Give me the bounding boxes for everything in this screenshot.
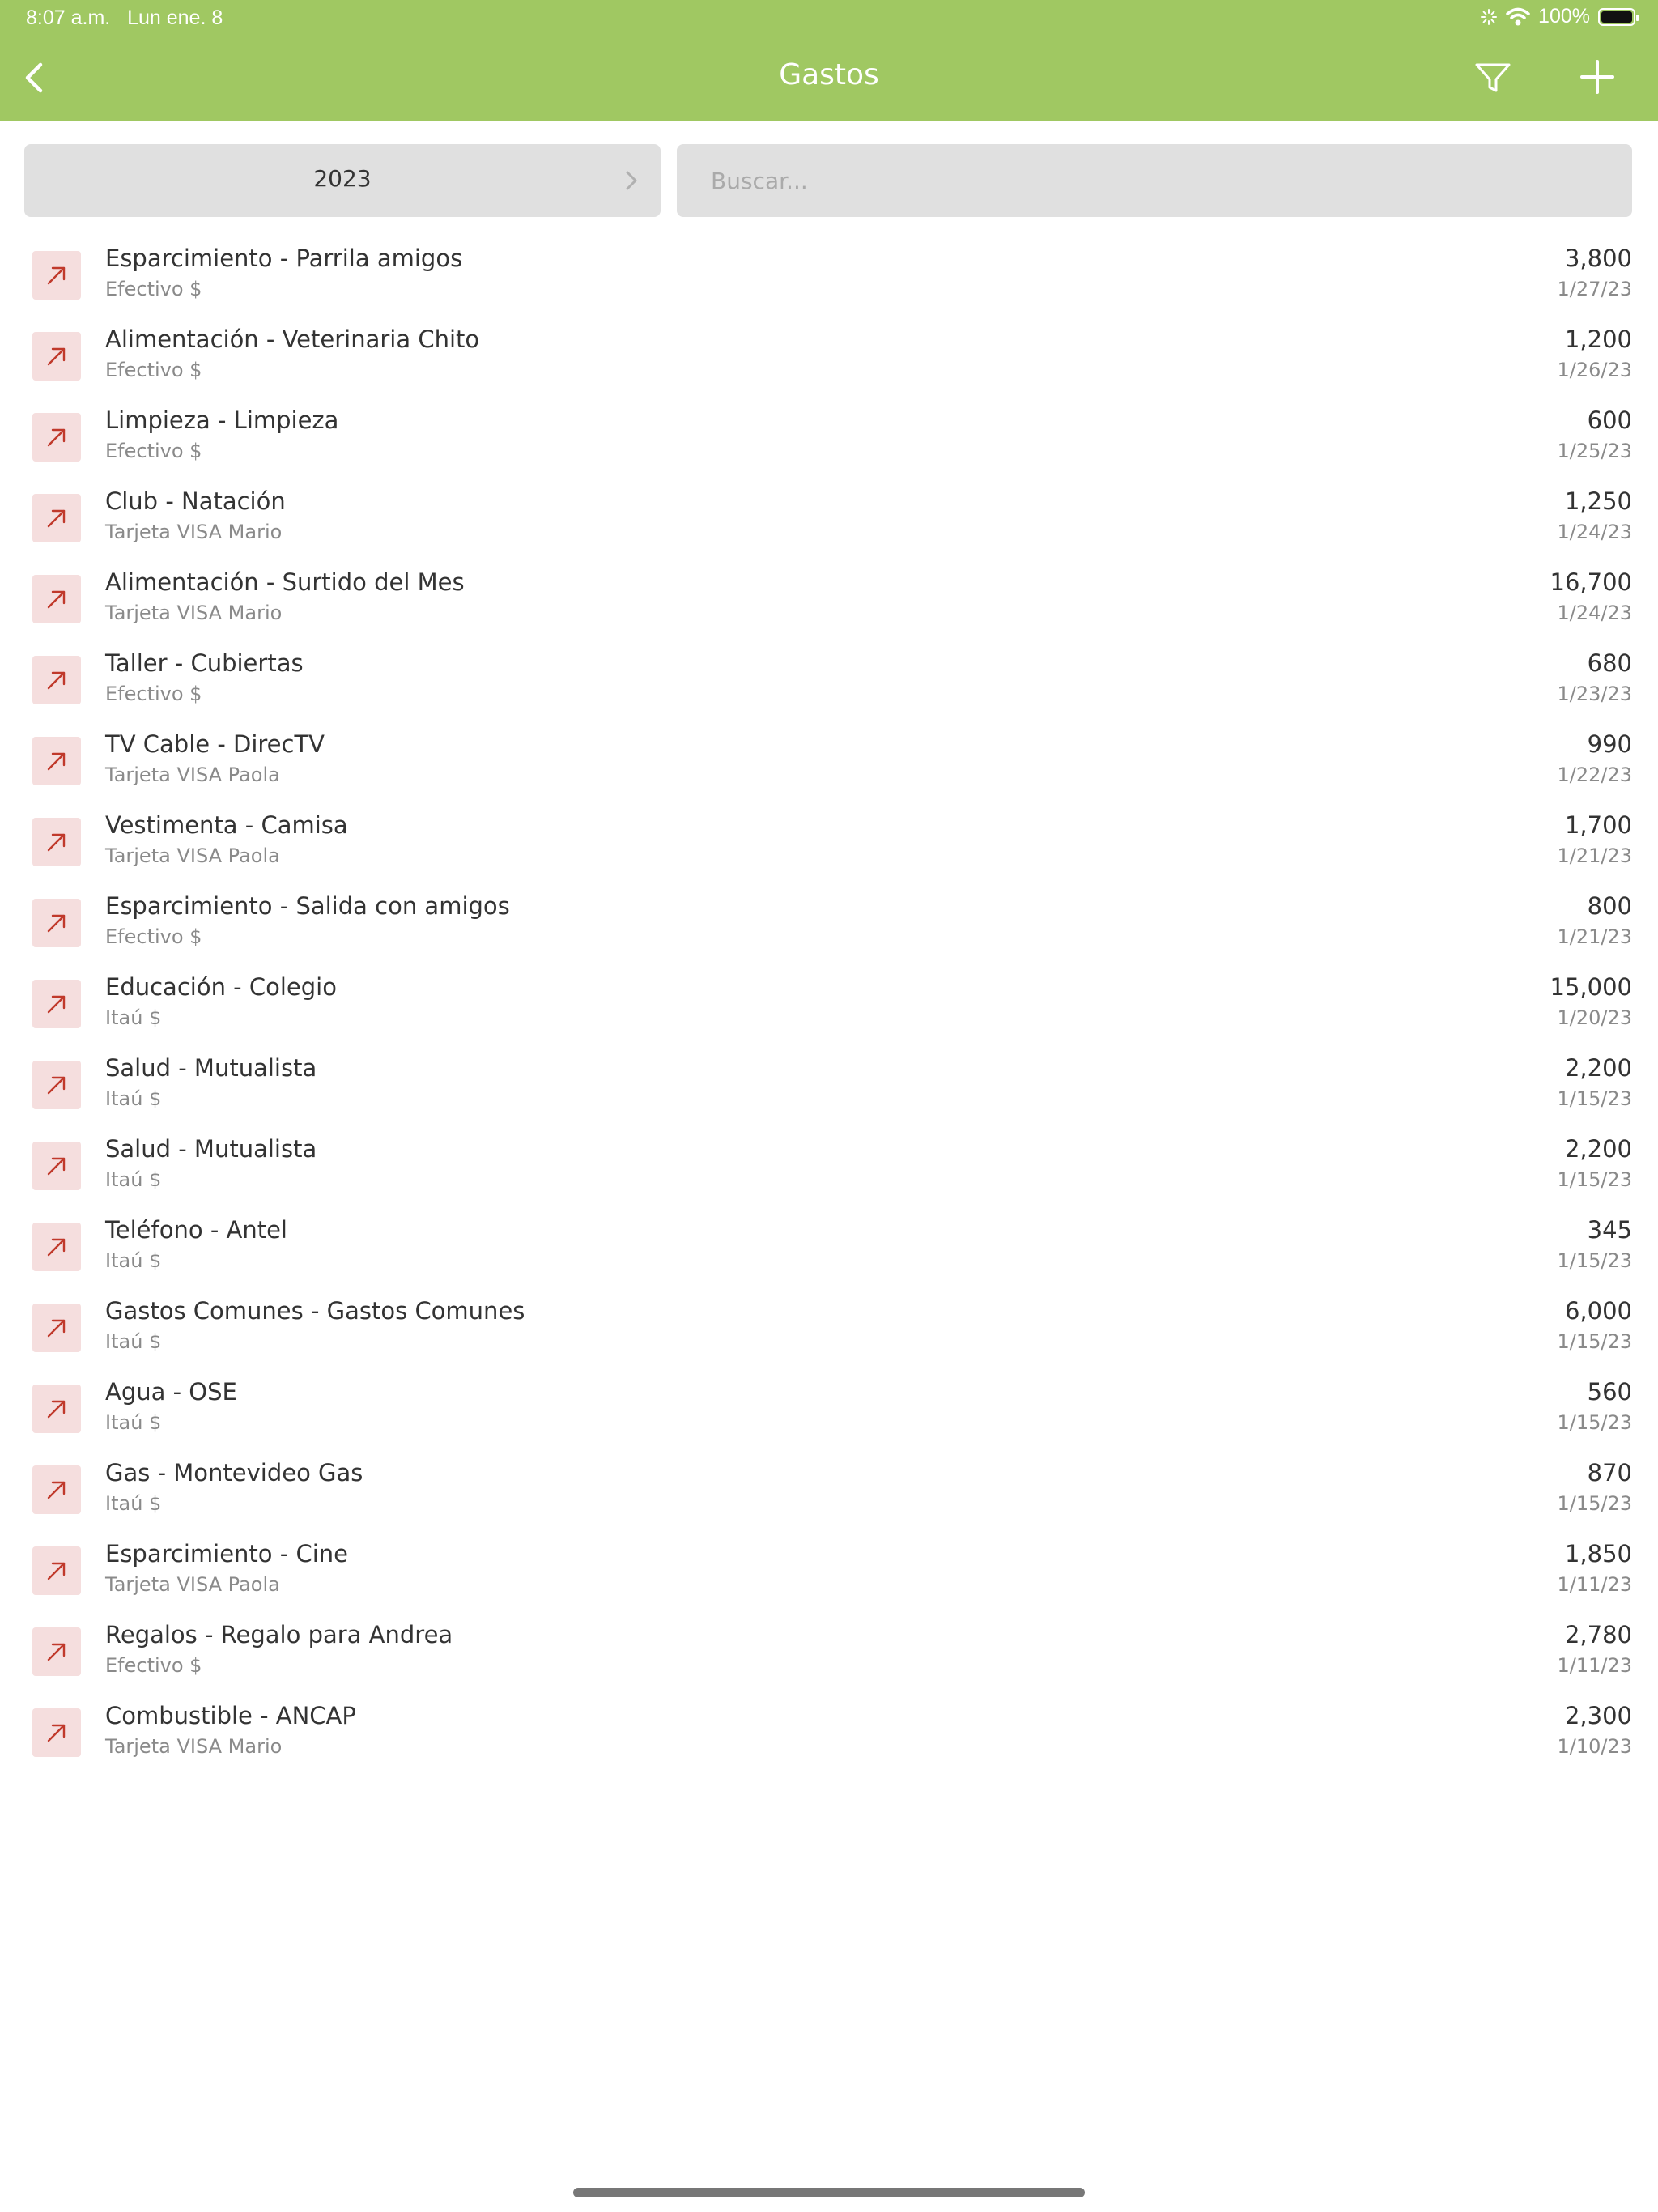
search-input[interactable]	[677, 144, 1632, 217]
transactions-list	[0, 235, 1658, 1773]
transaction-title: Educación - Colegio	[105, 973, 337, 1001]
transaction-account: Tarjeta VISA Paola	[105, 764, 280, 786]
transaction-date: 1/27/23	[1557, 278, 1632, 300]
status-date: Lun ene. 8	[127, 6, 223, 29]
transaction-title: Club - Natación	[105, 487, 286, 515]
list-item[interactable]	[0, 316, 1658, 397]
transaction-account: Efectivo $	[105, 925, 202, 948]
expense-arrow-icon	[32, 1546, 81, 1595]
transaction-amount: 560	[1587, 1378, 1632, 1406]
transaction-title: Alimentación - Veterinaria Chito	[105, 325, 480, 353]
home-indicator[interactable]	[573, 2188, 1085, 2197]
battery-icon	[1598, 8, 1635, 26]
transaction-amount: 345	[1587, 1216, 1632, 1244]
list-item[interactable]	[0, 883, 1658, 963]
year-label: 2023	[313, 165, 372, 192]
transaction-amount: 2,200	[1564, 1054, 1632, 1082]
transaction-title: Gas - Montevideo Gas	[105, 1459, 363, 1487]
expense-arrow-icon	[32, 1142, 81, 1190]
list-item[interactable]	[0, 1206, 1658, 1287]
expense-arrow-icon	[32, 899, 81, 947]
list-item[interactable]	[0, 963, 1658, 1044]
transaction-date: 1/25/23	[1557, 440, 1632, 462]
transaction-date: 1/23/23	[1557, 683, 1632, 705]
transaction-amount: 16,700	[1550, 568, 1632, 596]
transaction-date: 1/15/23	[1557, 1249, 1632, 1272]
transaction-date: 1/11/23	[1557, 1654, 1632, 1677]
expense-arrow-icon	[32, 1465, 81, 1514]
expense-arrow-icon	[32, 1061, 81, 1109]
transaction-amount: 600	[1587, 406, 1632, 434]
transaction-date: 1/15/23	[1557, 1492, 1632, 1515]
expense-arrow-icon	[32, 251, 81, 300]
transaction-date: 1/22/23	[1557, 764, 1632, 786]
expense-arrow-icon	[32, 1223, 81, 1271]
transaction-title: Esparcimiento - Parrila amigos	[105, 245, 463, 272]
expense-arrow-icon	[32, 413, 81, 462]
status-indicators	[1480, 5, 1635, 28]
list-item[interactable]	[0, 1611, 1658, 1692]
list-item[interactable]	[0, 1287, 1658, 1368]
transaction-account: Tarjeta VISA Mario	[105, 1735, 283, 1758]
expense-arrow-icon	[32, 1708, 81, 1757]
activity-icon	[1480, 8, 1498, 26]
transaction-title: Salud - Mutualista	[105, 1135, 317, 1163]
transaction-title: Taller - Cubiertas	[105, 649, 304, 677]
transaction-account: Itaú $	[105, 1249, 162, 1272]
transaction-amount: 2,780	[1564, 1621, 1632, 1648]
list-item[interactable]	[0, 559, 1658, 640]
transaction-account: Efectivo $	[105, 683, 202, 705]
transaction-title: Alimentación - Surtido del Mes	[105, 568, 465, 596]
expense-arrow-icon	[32, 575, 81, 623]
expense-arrow-icon	[32, 818, 81, 866]
transaction-title: Agua - OSE	[105, 1378, 237, 1406]
transaction-amount: 1,700	[1564, 811, 1632, 839]
transaction-date: 1/20/23	[1557, 1006, 1632, 1029]
chevron-right-icon	[623, 168, 640, 193]
transaction-title: Salud - Mutualista	[105, 1054, 317, 1082]
transaction-account: Efectivo $	[105, 1654, 202, 1677]
list-item[interactable]	[0, 478, 1658, 559]
page-title: Gastos	[779, 58, 879, 91]
expense-arrow-icon	[32, 1627, 81, 1676]
expense-arrow-icon	[32, 737, 81, 785]
expense-arrow-icon	[32, 1304, 81, 1352]
wifi-icon	[1506, 7, 1530, 27]
transaction-account: Tarjeta VISA Mario	[105, 521, 283, 543]
transaction-title: Esparcimiento - Salida con amigos	[105, 892, 510, 920]
transaction-amount: 6,000	[1564, 1297, 1632, 1325]
list-item[interactable]	[0, 235, 1658, 316]
list-item[interactable]	[0, 1044, 1658, 1125]
transaction-title: Combustible - ANCAP	[105, 1702, 356, 1729]
expense-arrow-icon	[32, 1385, 81, 1433]
filter-icon[interactable]	[1472, 58, 1514, 97]
transaction-date: 1/26/23	[1557, 359, 1632, 381]
expense-arrow-icon	[32, 656, 81, 704]
expense-arrow-icon	[32, 494, 81, 542]
transaction-amount: 15,000	[1550, 973, 1632, 1001]
transaction-date: 1/15/23	[1557, 1168, 1632, 1191]
list-item[interactable]	[0, 1368, 1658, 1449]
transaction-date: 1/15/23	[1557, 1411, 1632, 1434]
transaction-date: 1/24/23	[1557, 602, 1632, 624]
list-item[interactable]	[0, 721, 1658, 802]
transaction-title: Regalos - Regalo para Andrea	[105, 1621, 453, 1648]
transaction-account: Itaú $	[105, 1006, 162, 1029]
status-time: 8:07 a.m. Lun ene. 8	[26, 6, 223, 29]
list-item[interactable]	[0, 640, 1658, 721]
transaction-title: Vestimenta - Camisa	[105, 811, 348, 839]
year-selector[interactable]	[24, 144, 661, 217]
transaction-account: Itaú $	[105, 1168, 162, 1191]
transaction-date: 1/24/23	[1557, 521, 1632, 543]
transaction-account: Tarjeta VISA Mario	[105, 602, 283, 624]
transaction-account: Efectivo $	[105, 359, 202, 381]
transaction-title: TV Cable - DirecTV	[105, 730, 325, 758]
transaction-amount: 990	[1587, 730, 1632, 758]
transaction-account: Itaú $	[105, 1411, 162, 1434]
transaction-amount: 870	[1587, 1459, 1632, 1487]
list-item[interactable]	[0, 1530, 1658, 1611]
transaction-title: Limpieza - Limpieza	[105, 406, 339, 434]
list-item[interactable]	[0, 1449, 1658, 1530]
transaction-title: Gastos Comunes - Gastos Comunes	[105, 1297, 525, 1325]
transaction-account: Itaú $	[105, 1492, 162, 1515]
transaction-date: 1/15/23	[1557, 1330, 1632, 1353]
transaction-date: 1/10/23	[1557, 1735, 1632, 1758]
transaction-date: 1/21/23	[1557, 925, 1632, 948]
transaction-account: Itaú $	[105, 1087, 162, 1110]
transaction-amount: 680	[1587, 649, 1632, 677]
transaction-title: Teléfono - Antel	[105, 1216, 287, 1244]
transaction-amount: 1,850	[1564, 1540, 1632, 1568]
transaction-account: Tarjeta VISA Paola	[105, 844, 280, 867]
battery-percent: 100%	[1538, 5, 1590, 28]
transaction-amount: 1,200	[1564, 325, 1632, 353]
transaction-account: Itaú $	[105, 1330, 162, 1353]
transaction-date: 1/11/23	[1557, 1573, 1632, 1596]
expense-arrow-icon	[32, 332, 81, 381]
plus-icon[interactable]	[1577, 57, 1618, 97]
list-item[interactable]	[0, 1692, 1658, 1773]
transaction-amount: 1,250	[1564, 487, 1632, 515]
transaction-account: Tarjeta VISA Paola	[105, 1573, 280, 1596]
transaction-amount: 3,800	[1564, 245, 1632, 272]
transaction-date: 1/21/23	[1557, 844, 1632, 867]
transaction-account: Efectivo $	[105, 278, 202, 300]
transaction-amount: 800	[1587, 892, 1632, 920]
list-item[interactable]	[0, 802, 1658, 883]
expense-arrow-icon	[32, 980, 81, 1028]
list-item[interactable]	[0, 1125, 1658, 1206]
transaction-title: Esparcimiento - Cine	[105, 1540, 348, 1568]
transaction-amount: 2,300	[1564, 1702, 1632, 1729]
transaction-amount: 2,200	[1564, 1135, 1632, 1163]
navigation-header	[0, 0, 1658, 121]
transaction-account: Efectivo $	[105, 440, 202, 462]
transaction-date: 1/15/23	[1557, 1087, 1632, 1110]
list-item[interactable]	[0, 397, 1658, 478]
